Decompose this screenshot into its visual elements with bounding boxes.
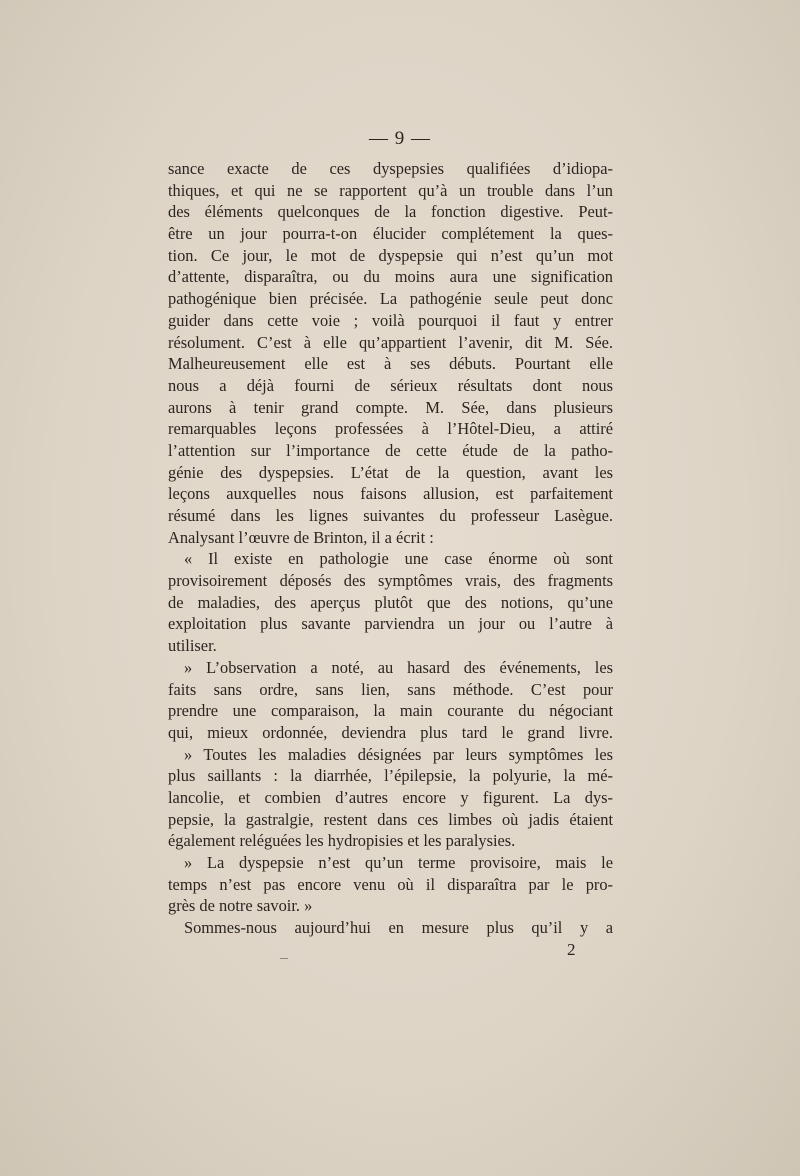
text-line: l’attention sur l’importance de cette étude de la patho- <box>168 440 613 460</box>
text-line: génie des dyspepsies. L’état de la question, avant les <box>168 462 613 482</box>
text-line: leçons auxquelles nous faisons allusion, est parfaitement <box>168 484 613 504</box>
text-line: résolument. C’est à elle qu’appartient l’avenir, dit M. Sée. <box>168 332 613 352</box>
text-line: Sommes-nous aujourd’hui en mesure plus qu’il y a <box>184 918 613 938</box>
text-line: de maladies, des aperçus plutôt que des notions, qu’une <box>168 592 613 612</box>
text-line: « Il existe en pathologie une case énorme où sont <box>184 549 613 569</box>
text-line: être un jour pourra-t-on élucider complétement la ques- <box>168 224 613 244</box>
text-line: utiliser. <box>168 636 217 656</box>
text-line: prendre une comparaison, la main courante du négociant <box>168 701 613 721</box>
text-line: d’attente, disparaîtra, ou du moins aura une signification <box>168 267 613 287</box>
text-line: remarquables leçons professées à l’Hôtel-Dieu, a attiré <box>168 419 613 439</box>
text-line: » Toutes les maladies désignées par leurs symptômes les <box>184 744 613 764</box>
text-line: » La dyspepsie n’est qu’un terme provisoire, mais le <box>184 853 613 872</box>
text-line: faits sans ordre, sans lien, sans méthode. C’est pour <box>168 679 613 699</box>
text-line: guider dans cette voie ; voilà pourquoi il faut y entrer <box>168 310 613 330</box>
text-line: Analysant l’œuvre de Brinton, il a écrit : <box>168 527 434 547</box>
page-number: — 9 — <box>369 128 431 149</box>
signature-dash <box>280 958 288 959</box>
text-line: qui, mieux ordonnée, deviendra plus tard le grand livre. <box>168 722 613 742</box>
text-line: également reléguées les hydropisies et les paralysies. <box>168 831 516 851</box>
text-line: temps n’est pas encore venu où il disparaîtra par le pro- <box>168 874 613 894</box>
text-line: des éléments quelconques de la fonction digestive. Peut- <box>168 202 613 222</box>
body-text <box>168 158 613 939</box>
signature-mark: 2 <box>567 940 576 959</box>
text-line: sance exacte de ces dyspepsies qualifiées d’idiopa- <box>168 159 613 178</box>
text-line: grès de notre savoir. » <box>168 896 313 916</box>
text-line: lancolie, et combien d’autres encore y figurent. La dys- <box>168 787 613 807</box>
text-line: » L’observation a noté, au hasard des événements, les <box>184 657 613 677</box>
text-line: pathogénique bien précisée. La pathogénie seule peut donc <box>168 289 613 309</box>
text-line: nous a déjà fourni de sérieux résultats dont nous <box>168 375 613 395</box>
text-line: résumé dans les lignes suivantes du professeur Lasègue. <box>168 506 613 525</box>
text-line: exploitation plus savante parviendra un jour ou l’autre à <box>168 614 613 634</box>
text-line: tion. Ce jour, le mot de dyspepsie qui n’est qu’un mot <box>168 245 613 265</box>
text-line: thiques, et qui ne se rapportent qu’à un trouble dans l’un <box>168 180 613 200</box>
text-line: Malheureusement elle est à ses débuts. Pourtant elle <box>168 354 613 374</box>
text-line: pepsie, la gastralgie, restent dans ces limbes où jadis étaient <box>168 809 613 829</box>
text-line: provisoirement déposés des symptômes vrais, des fragments <box>168 571 613 591</box>
text-line: aurons à tenir grand compte. M. Sée, dans plusieurs <box>168 397 613 417</box>
text-line: plus saillants : la diarrhée, l’épilepsie, la polyurie, la mé- <box>168 766 613 786</box>
